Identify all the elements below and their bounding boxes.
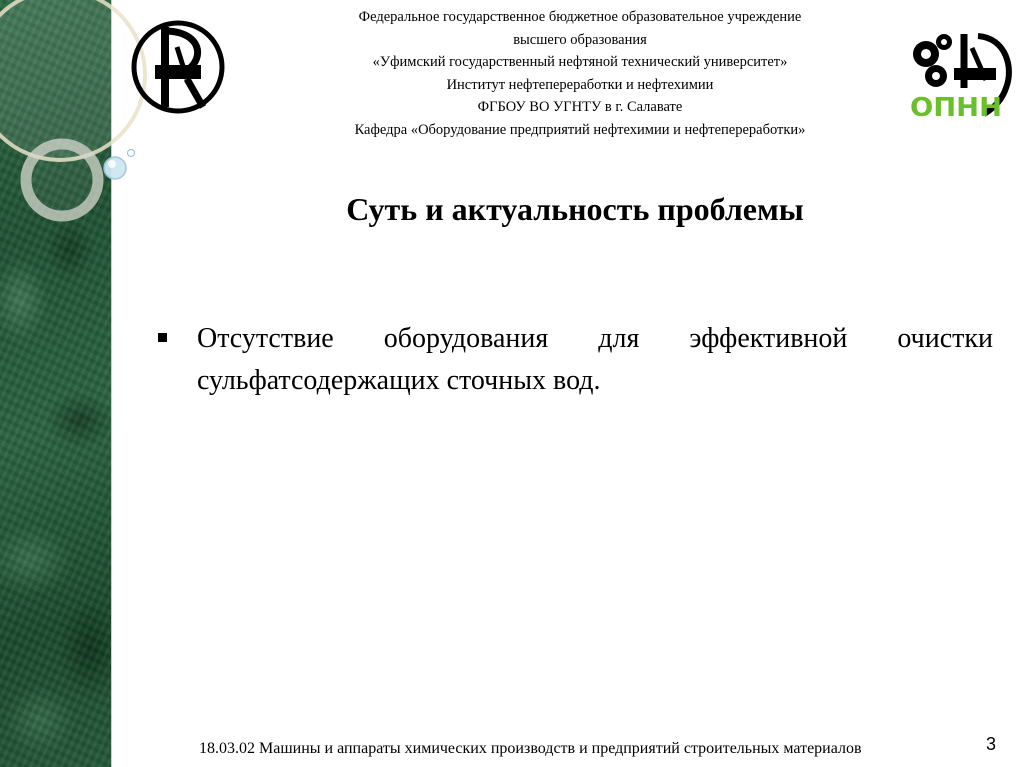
department-logo-text: ОПНН (910, 93, 1002, 123)
header-line: ФГБОУ ВО УГНТУ в г. Салавате (477, 99, 683, 115)
institution-header (230, 6, 930, 141)
square-bullet-icon (158, 333, 167, 342)
bullet-item (156, 318, 994, 402)
slide-title: Суть и актуальность проблемы (346, 191, 804, 227)
footer-text: 18.03.02 Машины и аппараты химических производств и предприятий строительных материалов (199, 740, 862, 757)
bullet-list (156, 318, 994, 402)
header-line: высшего образования (513, 31, 647, 48)
university-logo (125, 17, 231, 117)
decorative-sidebar (0, 0, 111, 767)
bullet-text: Отсутствие оборудования для эффективной очистки сульфатсодержащих сточных вод. (197, 323, 993, 396)
header-line: Институт нефтепереработки и нефтехимии (446, 76, 714, 93)
header-line: Федеральное государственное бюджетное образовательное учреждение (358, 9, 802, 25)
header-line: «Уфимский государственный нефтяной технический университет» (372, 54, 788, 70)
header-line: Кафедра «Оборудование предприятий нефтехимии и нефтепереработки» (354, 121, 806, 138)
slide-number: 3 (986, 734, 997, 754)
sidebar-divider (111, 0, 112, 767)
